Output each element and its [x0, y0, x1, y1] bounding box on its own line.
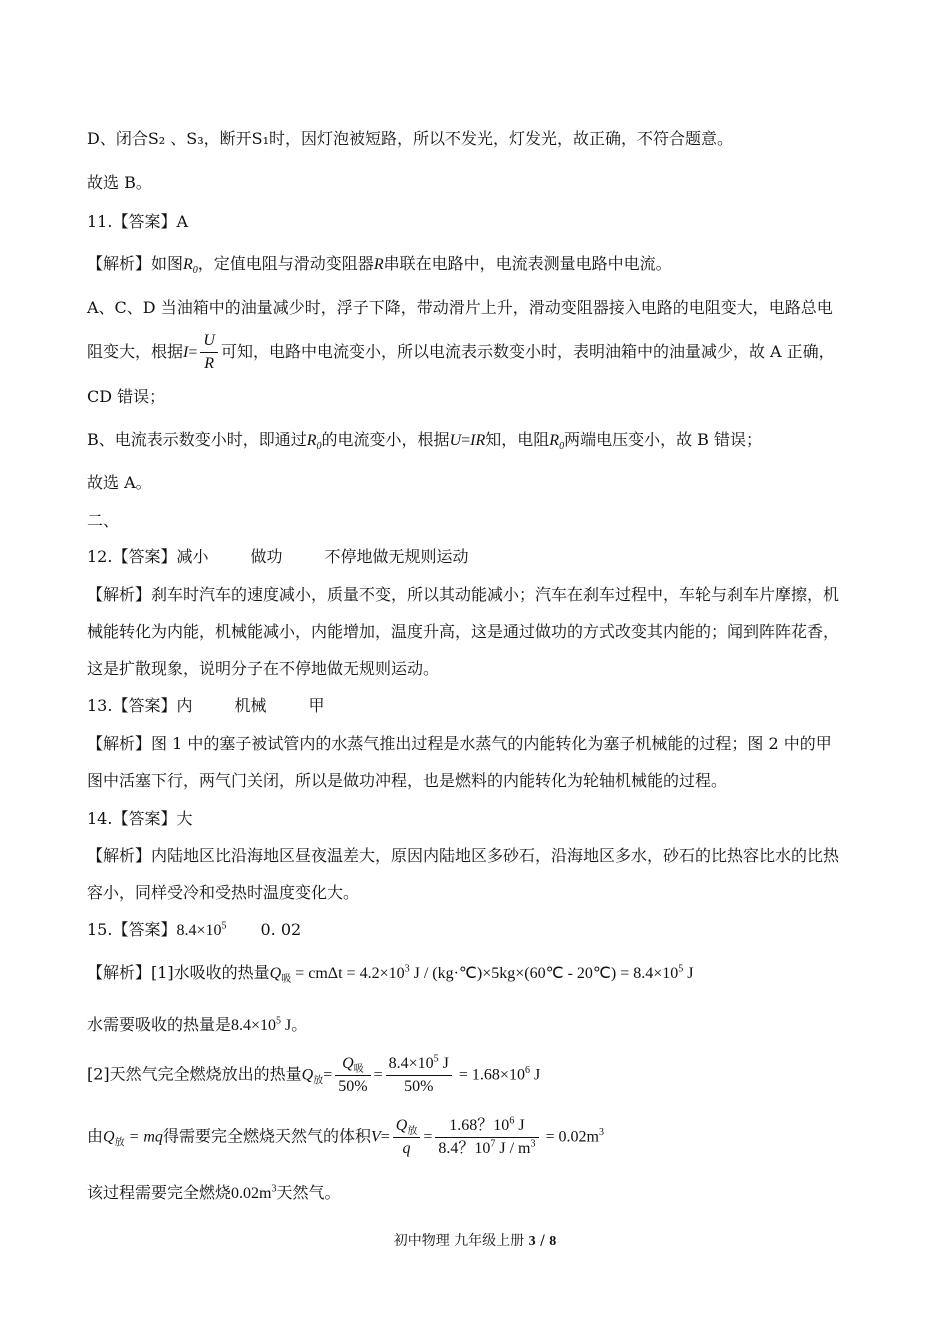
text: 由: [87, 1126, 104, 1146]
text: 故选 A。: [87, 473, 152, 492]
text: CD 错误；: [87, 387, 166, 406]
text: 故选 B。: [87, 173, 152, 192]
text-line: [87, 658, 439, 680]
text-line-ohm: 阻变大，根据I= $\frac{U}{R}$ 可知，电路中电流变小，所以电流表示数变小时，表明油箱中的油量减少，故 A 正确，: [87, 330, 835, 375]
text: 图中活塞下行，两气门关闭，所以是做功冲程，也是燃料的内能转化为轮轴机械能的过程。: [87, 771, 728, 790]
answer-12: [87, 546, 468, 568]
text: 阻变大，根据: [87, 342, 184, 361]
equation-volume: 由$Q_放$ = mq得需要完全燃烧天然气的体积V= $\frac{Q_放}{q}$ = $\frac{1.68?10^6 J}{8.4?10^7 J / m^3}$ = $0.02m^3$: [87, 1114, 604, 1160]
page-number: 3: [528, 1234, 536, 1249]
symbol-I: I: [183, 344, 189, 361]
footer-course: 初中物理 九年级上册: [393, 1233, 529, 1249]
text: ，定值电阻与滑动变阻器: [197, 254, 374, 273]
text-line: [87, 770, 727, 792]
text: 的电流变小，根据: [321, 430, 450, 449]
text-line: [87, 733, 832, 755]
text-line: 该过程需要完全燃烧$0.02m^3$天然气。: [87, 1183, 341, 1202]
text: 【解析】刹车时汽车的速度减小，质量不变，所以其动能减小；汽车在刹车过程中，车轮与刹车片摩擦，机: [87, 585, 840, 604]
text: 11.【答案】A: [87, 212, 189, 231]
text-line: [87, 172, 152, 194]
text-line: 水需要吸收的热量是$8.4\times 10^5$ J。: [87, 1015, 308, 1034]
text: 甲: [308, 696, 325, 715]
text: 该过程需要完全燃烧: [87, 1183, 232, 1202]
text: 15.【答案】: [87, 920, 177, 939]
text: 【解析】如图: [87, 254, 184, 273]
fraction: $\frac{Q_放}{q}$: [393, 1114, 421, 1160]
text: 12.【答案】减小: [87, 547, 209, 566]
text-line: [87, 297, 833, 319]
text: 可知，电路中电流变小，所以电流表示数变小时，表明油箱中的油量减少，故 A 正确，: [220, 342, 835, 361]
answer-15: [87, 919, 301, 942]
text: 容小，同样受冷和受热时温度变化大。: [87, 883, 360, 902]
text: 【解析】图 1 中的塞子被试管内的水蒸气推出过程是水蒸气的内能转化为塞子机械能的过程；图 2 中的甲: [87, 734, 832, 753]
text: 【解析】[1]水吸收的热量: [87, 963, 270, 982]
symbol-R0: $R_0$: [549, 432, 565, 453]
text: 得需要完全燃烧天然气的体积: [162, 1126, 371, 1146]
text: 机械: [234, 696, 267, 715]
page-footer: 初中物理 九年级上册 3 / 8: [393, 1233, 557, 1249]
text: 。: [291, 1015, 308, 1034]
text: 不停地做无规则运动: [324, 547, 469, 566]
section-heading: [87, 510, 119, 532]
fraction: $\frac{8.4\times 10^5 J}{50\%}$: [386, 1053, 452, 1098]
text-line: [87, 845, 839, 867]
text: 天然气。: [276, 1183, 341, 1202]
equation-heat-absorbed: 【解析】[1]水吸收的热量$Q_吸 = cm\Delta t = 4.2\times 10^3$ J / (kg·℃)×5kg×(60℃ - 20℃) = $8.4\times 10^5$ J: [87, 963, 694, 986]
analysis-11: [87, 253, 672, 276]
text: B、电流表示数变小时，即通过: [87, 430, 307, 449]
text: [2]天然气完全燃烧放出的热量: [87, 1064, 302, 1084]
symbol-R: R: [373, 256, 384, 273]
symbol-R0: $R_0$: [306, 432, 322, 453]
answer-11: [87, 211, 188, 233]
text: 这是扩散现象，说明分子在不停地做无规则运动。: [87, 659, 440, 678]
text-line: B、电流表示数变小时，即通过$R_0$的电流变小，根据U=IR知，电阻$R_0$两端电压变小，故 B 错误；: [87, 430, 762, 453]
text: 【解析】内陆地区比沿海地区昼夜温差大，原因内陆地区多砂石，沿海地区多水，砂石的比热容比水的比热: [87, 846, 840, 865]
text: D、闭合S₂ 、S₃，断开S₁时，因灯泡被短路，所以不发光，灯发光，故正确，不符合题意。: [87, 129, 734, 148]
text: A、C、D 当油箱中的油量减少时，浮子下降，带动滑片上升，滑动变阻器接入电路的电阻变大，电路总电: [87, 298, 833, 317]
text: 械能转化为内能，机械能减小，内能增加，温度升高，这是通过做功的方式改变其内能的；闻到阵阵花香，: [87, 622, 840, 641]
text: 13.【答案】内: [87, 696, 193, 715]
equation-heat-released: [2]天然气完全燃烧放出的热量$Q_放=$ $\frac{Q_吸}{50\%}$ = $\frac{8.4\times 10^5 J}{50\%}$ = $1.68\times 10^6$ J: [87, 1052, 540, 1098]
text: 做功: [250, 547, 283, 566]
text: 0. 02: [260, 920, 302, 939]
text: 两端电压变小，故 B 错误；: [564, 430, 762, 449]
fraction: $\frac{Q_吸}{50\%}$: [335, 1052, 370, 1098]
text: 水需要吸收的热量是: [87, 1015, 232, 1034]
text: 知，电阻: [485, 430, 550, 449]
value: $8.4\times 10^5$: [176, 920, 227, 939]
text-line: [87, 128, 733, 150]
fraction: $\frac{1.68?10^6 J}{8.4?10^7 J / m^3}$: [435, 1115, 538, 1160]
text: 二、: [87, 511, 120, 530]
text-line: [87, 584, 839, 606]
symbol-R0: $R_0$: [183, 256, 198, 277]
text-line: [87, 472, 152, 494]
page-total: 8: [549, 1234, 557, 1249]
text: 串联在电路中，电流表测量电路中电流。: [383, 254, 672, 273]
text-line: [87, 621, 839, 643]
text-line: [87, 882, 359, 904]
ohm-fraction: $\frac{U}{R}$: [200, 330, 218, 375]
text: 14.【答案】大: [87, 809, 193, 828]
answer-13: [87, 695, 324, 717]
answer-14: [87, 808, 192, 830]
text-line: [87, 386, 165, 408]
